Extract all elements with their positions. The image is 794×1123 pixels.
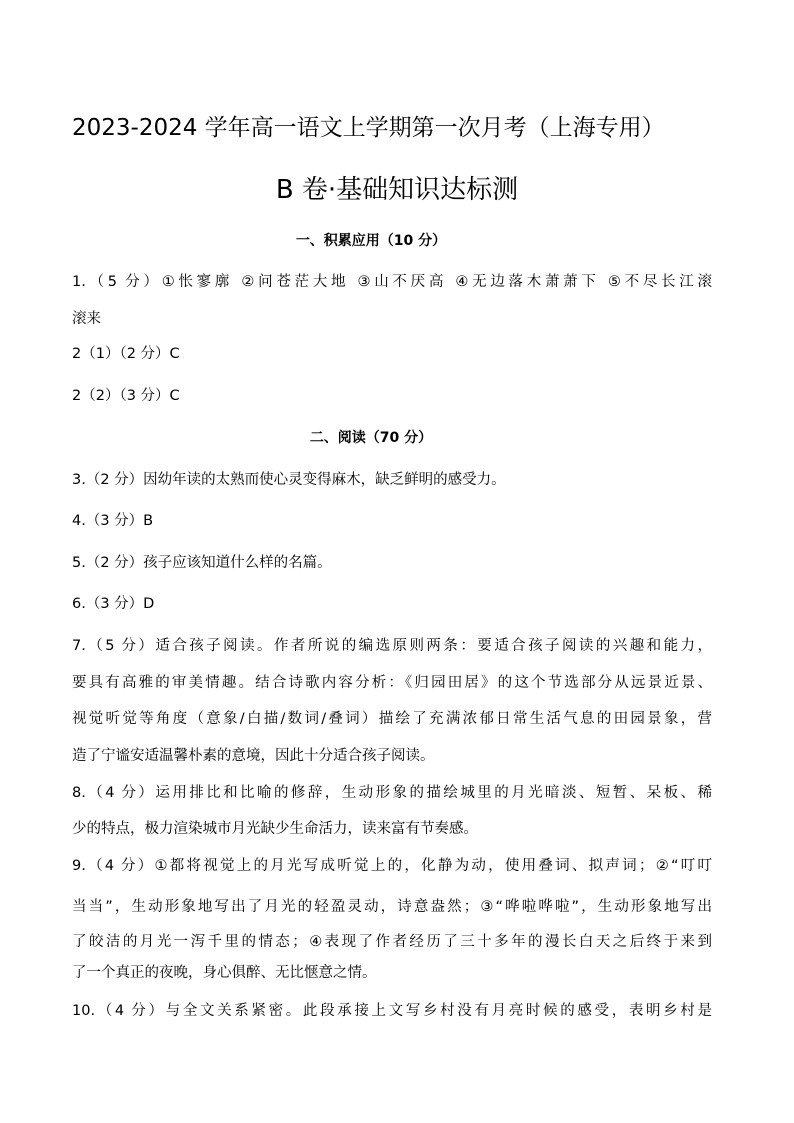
answer-line: 1.（5 分）①怅寥廓 ②问苍茫大地 ③山不厌高 ④无边落木萧萧下 ⑤不尽长江滚 (72, 274, 712, 290)
answer-line: 了一个真正的夜晚，身心俱醉、无比惬意之情。 (72, 965, 377, 981)
document-title: 2023-2024 学年高一语文上学期第一次月考（上海专用） (72, 115, 665, 141)
answer-line: 9.（4 分）①都将视觉上的月光写成听觉上的，化静为动，使用叠词、拟声词；②“叮叮 (72, 858, 712, 874)
answer-line: 当当”，生动形象地写出了月光的轻盈灵动，诗意盎然；③“哗啦哗啦”，生动形象地写出 (72, 899, 712, 915)
answer-line: 了皎洁的月光一泻千里的情态；④表现了作者经历了三十多年的漫长白天之后终于来到 (72, 934, 712, 950)
section-heading-reading: 二、阅读（70 分） (309, 430, 433, 446)
answer-line: 6.（3 分）D (72, 596, 155, 612)
answer-line: 4.（3 分）B (72, 513, 154, 529)
answer-line: 7.（5 分）适合孩子阅读。作者所说的编选原则两条：要适合孩子阅读的兴趣和能力， (72, 638, 712, 654)
answer-line: 10.（4 分）与全文关系紧密。此段承接上文写乡村没有月亮时候的感受，表明乡村是 (72, 1003, 712, 1019)
answer-line: 5.（2 分）孩子应该知道什么样的名篇。 (72, 555, 332, 571)
answer-line: 视觉听觉等角度（意象/白描/数词/叠词）描绘了充满浓郁日常生活气息的田园景象，营 (72, 711, 712, 727)
answer-line: 滚来 (72, 311, 101, 327)
section-heading-accumulation: 一、积累应用（10 分） (295, 233, 447, 249)
answer-line: 造了宁谧安适温馨朴素的意境，因此十分适合孩子阅读。 (72, 748, 435, 764)
answer-line: 3.（2 分）因幼年读的太熟而使心灵变得麻木，缺乏鲜明的感受力。 (72, 472, 506, 488)
answer-line: 2（1）（2 分）C (72, 346, 180, 362)
answer-line: 要具有高雅的审美情趣。结合诗歌内容分析：《归园田居》的这个节选部分从远景近景、 (72, 675, 712, 691)
answer-line: 8.（4 分）运用排比和比喻的修辞，生动形象的描绘城里的月光暗淡、短暂、呆板、稀 (72, 785, 712, 801)
answer-line: 少的特点，极力渲染城市月光缺少生命活力，读来富有节奏感。 (72, 821, 478, 837)
answer-line: 2（2）（3 分）C (72, 388, 180, 404)
document-subtitle: B 卷·基础知识达标测 (275, 175, 519, 205)
